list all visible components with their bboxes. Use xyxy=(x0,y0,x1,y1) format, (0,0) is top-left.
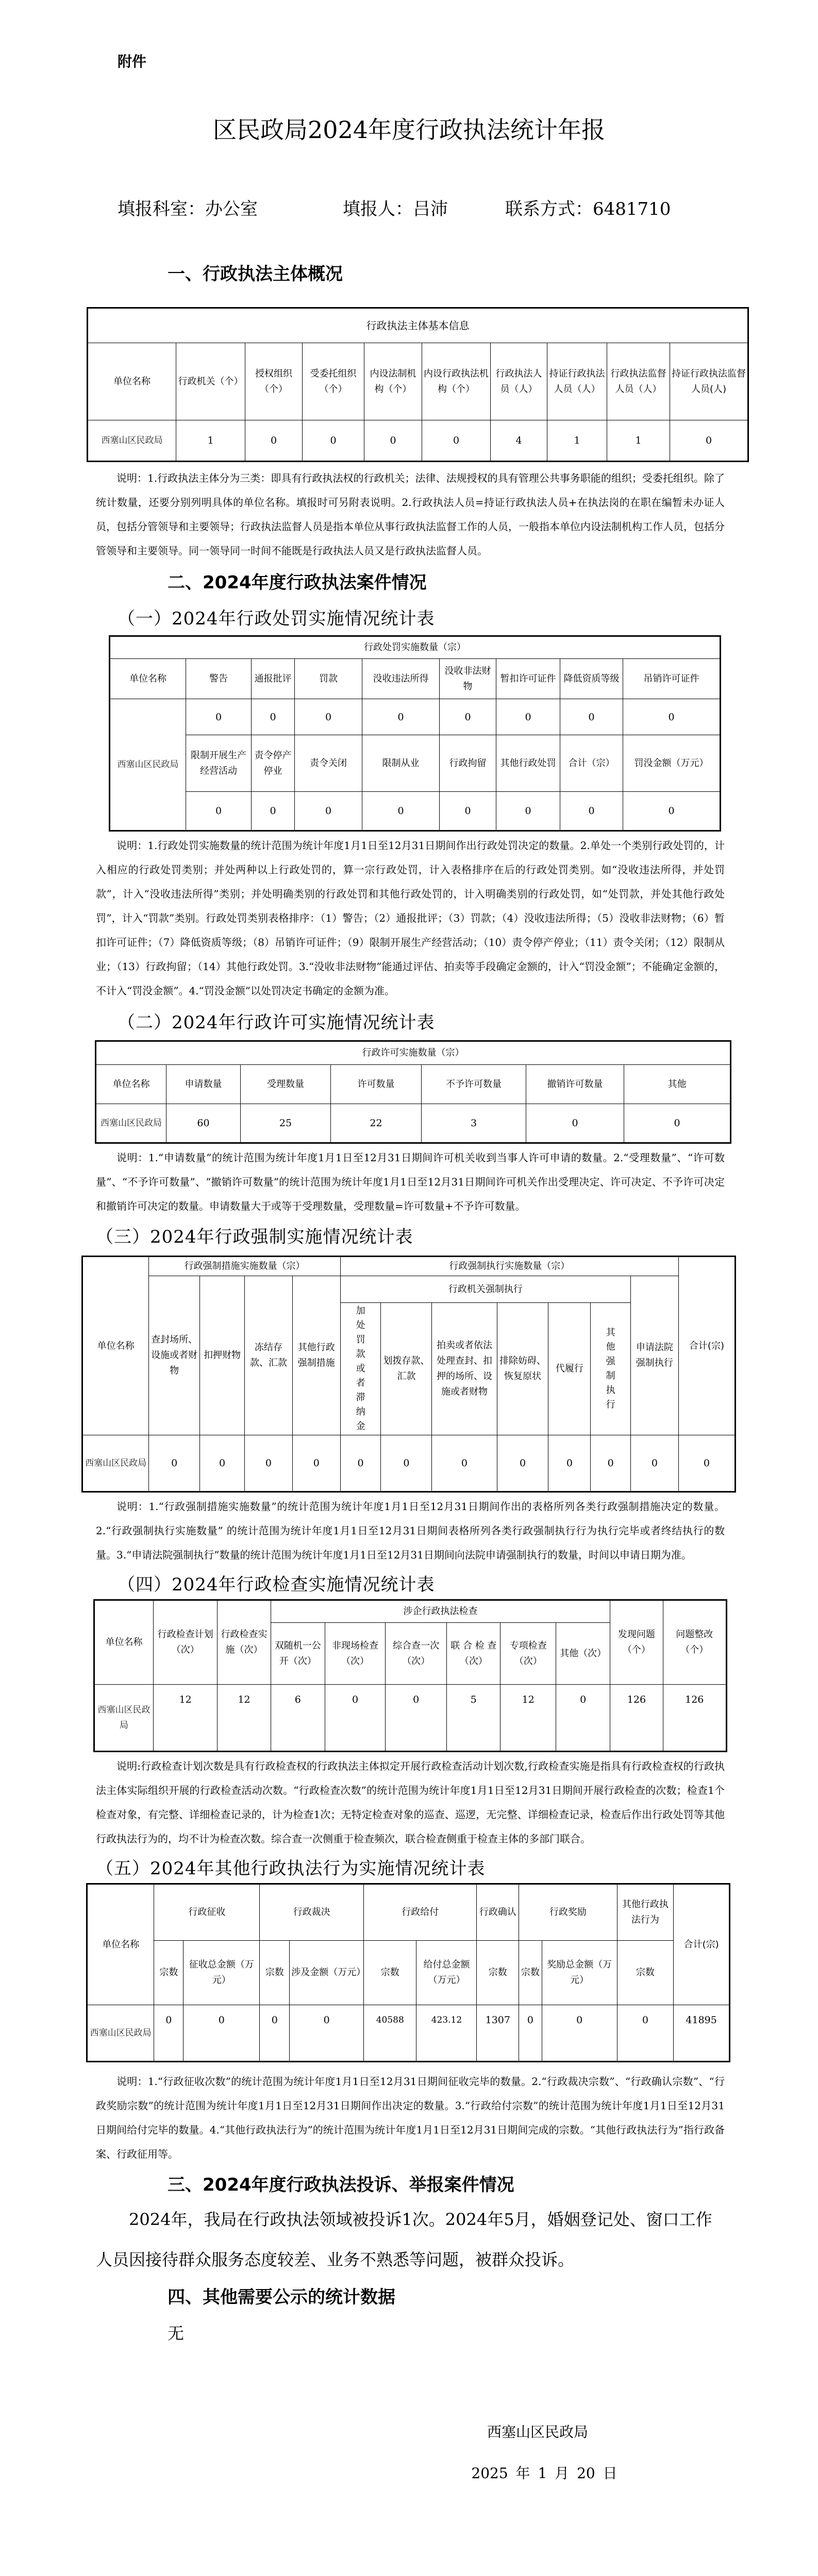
table-header-row xyxy=(110,659,721,699)
header-cell: 专项检查（次） xyxy=(500,1623,556,1685)
value-cell: 60 xyxy=(166,1104,241,1143)
header-cell: 合计（宗） xyxy=(560,735,623,792)
value-cell: 0 xyxy=(440,699,496,735)
unit-name-cell: 西塞山区民政局 xyxy=(87,2005,154,2062)
header-cell: 通报批评 xyxy=(252,659,295,699)
value-cell: 4 xyxy=(491,420,547,462)
header-cell: 非现场检查（次） xyxy=(325,1623,385,1685)
header-cell: 合计(宗) xyxy=(678,1257,735,1435)
page-title: 区民政局2024年度行政执法统计年报 xyxy=(212,116,606,144)
value-cell: 0 xyxy=(245,420,303,462)
sub-header: 宗数 xyxy=(519,1941,542,2005)
value-cell: 0 xyxy=(362,792,440,831)
table-row xyxy=(88,420,748,462)
value-cell: 0 xyxy=(154,2005,183,2062)
group-header: 行政奖励 xyxy=(519,1884,617,1941)
section3-body: 2024年，我局在行政执法领域被投诉1次。2024年5月，婚姻登记处、窗口工作人员因接待群众服务态度较差、业务不熟悉等问题，被群众投诉。 xyxy=(96,2210,712,2269)
header-cell: 综合查一次（次） xyxy=(386,1623,447,1685)
inspection-heading: （四）2024年行政检查实施情况统计表 xyxy=(118,1574,435,1595)
header-cell: 吊销许可证件 xyxy=(623,659,721,699)
value-cell: 0 xyxy=(386,1685,447,1752)
value-cell: 0 xyxy=(670,420,748,462)
license-note: 说明：1.“申请数量”的统计范围为统计年度1月1日至12月31日期间许可机关收到当事人许可申请的数量。2.“受理数量”、“许可数量”、“不予许可数量”、“撤销许可数量”的统计范围为统计年度1月1日至12月31日期间许可机关作出受理决定、许可决定、不予许可决定和撤销许可决定的数量。申请数量大于或等于受理数量，受理数量=许可数量+不予许可数量。 xyxy=(96,1151,725,1212)
header-cell: 行政拘留 xyxy=(440,735,496,792)
value-cell: 0 xyxy=(183,2005,260,2062)
group-header: 其他行政执法行为 xyxy=(617,1884,674,1941)
value-cell: 3 xyxy=(422,1104,526,1143)
group-header: 行政裁决 xyxy=(260,1884,364,1941)
section3-heading: 三、2024年度行政执法投诉、举报案件情况 xyxy=(168,2175,514,2195)
header-cell: 许可数量 xyxy=(331,1065,422,1104)
signature-org: 西塞山区民政局 xyxy=(487,2424,588,2441)
value-cell: 0 xyxy=(440,792,496,831)
value-cell: 40588 xyxy=(364,2005,416,2062)
value-cell: 0 xyxy=(496,792,560,831)
header-text: 加处罚款或者滞纳金 xyxy=(356,1306,365,1432)
sub-header: 宗数 xyxy=(154,1941,183,2005)
value-cell: 0 xyxy=(548,1435,591,1492)
table-row xyxy=(94,1685,727,1752)
value-cell: 0 xyxy=(678,1435,735,1492)
header-cell: 暂扣许可证件 xyxy=(496,659,560,699)
entity-info-table xyxy=(87,307,749,462)
coercion-table xyxy=(81,1256,736,1493)
section1-note: 说明：1.行政执法主体分为三类：即具有行政执法权的行政机关；法律、法规授权的具有管理公共事务职能的组织；受委托组织。除了统计数量，还要分别列明具体的单位名称。填报时可另附表说明。2.行政执法人员=持证行政执法人员+在执法岗的在职在编暂未办证人员，包括分管领导和主要领导；行政执法监督人员是指本单位从事行政执法监督工作的人员，一般指本单位内设法制机构工作人员，包括分管领导和主要领导。同一领导同一时间不能既是行政执法人员又是行政执法监督人员。 xyxy=(96,472,725,557)
value-cell: 0 xyxy=(252,792,295,831)
table-row xyxy=(96,1104,731,1143)
value-cell: 0 xyxy=(252,699,295,735)
header-cell: 行政执法人员（人） xyxy=(491,343,547,420)
value-cell: 0 xyxy=(149,1435,200,1492)
header-cell: 内设法制机构（个） xyxy=(364,343,422,420)
value-cell: 0 xyxy=(295,792,362,831)
section4-heading: 四、其他需要公示的统计数据 xyxy=(168,2287,395,2308)
department-label: 填报科室：办公室 xyxy=(118,199,258,219)
header-cell: 单位名称 xyxy=(88,343,176,420)
value-cell: 0 xyxy=(623,792,721,831)
value-cell: 0 xyxy=(617,2005,674,2062)
attachment-label: 附件 xyxy=(118,53,147,70)
header-cell: 内设行政执法机构（个） xyxy=(422,343,491,420)
enterprise-caption: 涉企行政执法检查 xyxy=(271,1600,610,1623)
value-cell: 0 xyxy=(432,1435,497,1492)
table-caption: 行政执法主体基本信息 xyxy=(88,308,748,343)
header-cell: 扣押财物 xyxy=(200,1276,245,1435)
header-cell xyxy=(340,1303,381,1435)
header-cell: 其他 xyxy=(624,1065,731,1104)
coercion-heading: （三）2024年行政强制实施情况统计表 xyxy=(96,1227,413,1247)
value-cell: 0 xyxy=(560,699,623,735)
value-cell: 126 xyxy=(610,1685,663,1752)
license-heading: （二）2024年行政许可实施情况统计表 xyxy=(118,1012,435,1033)
header-cell: 撤销许可数量 xyxy=(526,1065,624,1104)
header-cell: 不予许可数量 xyxy=(422,1065,526,1104)
value-cell: 0 xyxy=(623,699,721,735)
header-cell: 限制从业 xyxy=(362,735,440,792)
value-cell: 1 xyxy=(547,420,607,462)
unit-name-cell: 西塞山区民政局 xyxy=(96,1104,166,1143)
header-cell: 罚没金额（万元） xyxy=(623,735,721,792)
table-row xyxy=(110,699,721,735)
unit-name-cell: 西塞山区民政局 xyxy=(110,699,186,831)
header-cell: 其他行政处罚 xyxy=(496,735,560,792)
header-cell: 行政检查计划（次） xyxy=(153,1600,218,1685)
header-cell: 持证行政执法人员（人） xyxy=(547,343,607,420)
value-cell: 41895 xyxy=(674,2005,730,2062)
value-cell: 0 xyxy=(496,699,560,735)
table-caption: 行政许可实施数量（宗） xyxy=(96,1041,731,1065)
header-cell: 划拨存款、汇款 xyxy=(381,1303,432,1435)
header-cell: 受委托组织（个） xyxy=(303,343,364,420)
header-cell: 问题整改（个） xyxy=(663,1600,727,1685)
header-cell: 限制开展生产经营活动 xyxy=(186,735,252,792)
value-cell: 0 xyxy=(186,792,252,831)
table-header-row xyxy=(96,1065,731,1104)
header-cell: 警告 xyxy=(186,659,252,699)
header-cell: 行政执法监督人员（人） xyxy=(607,343,670,420)
value-cell: 0 xyxy=(362,699,440,735)
header-cell: 排除妨碍、恢复原状 xyxy=(497,1303,548,1435)
table-header-row xyxy=(88,343,748,420)
table-header-row xyxy=(110,735,721,792)
header-cell: 责令关闭 xyxy=(295,735,362,792)
value-cell: 0 xyxy=(292,1435,340,1492)
group-header: 行政确认 xyxy=(477,1884,519,1941)
header-cell: 发现问题（个） xyxy=(610,1600,663,1685)
value-cell: 0 xyxy=(560,792,623,831)
value-cell: 0 xyxy=(422,420,491,462)
value-cell: 25 xyxy=(241,1104,331,1143)
group-header: 行政给付 xyxy=(364,1884,477,1941)
reporter-label: 填报人：吕沛 xyxy=(343,199,448,219)
header-cell xyxy=(591,1303,631,1435)
sub-header: 宗数 xyxy=(477,1941,519,2005)
header-cell: 持证行政执法监督人员(人) xyxy=(670,343,748,420)
unit-name-cell: 西塞山区民政局 xyxy=(82,1435,149,1492)
sub-header: 宗数 xyxy=(617,1941,674,2005)
header-cell: 降低资质等级 xyxy=(560,659,623,699)
sub-header: 征收总金额（万元） xyxy=(183,1941,260,2005)
penalty-heading: （一）2024年行政处罚实施情况统计表 xyxy=(118,608,435,629)
table-row xyxy=(82,1435,736,1492)
agency-caption: 行政机关强制执行 xyxy=(340,1276,630,1303)
value-cell: 1 xyxy=(176,420,245,462)
header-cell: 双随机一公开（次） xyxy=(271,1623,325,1685)
value-cell: 12 xyxy=(218,1685,271,1752)
value-cell: 0 xyxy=(244,1435,292,1492)
header-cell: 联 合 检 查（次） xyxy=(447,1623,500,1685)
other-acts-note: 说明：1.“行政征收次数”的统计范围为统计年度1月1日至12月31日期间征收完毕的数量。2.“行政裁决宗数”、“行政确认宗数”、“行政奖励宗数”的统计范围为统计年度1月1日至12月31日期间作出决定的数量。3.“行政给付宗数”的统计范围为统计年度1月1日至12月31日期间给付完毕的数量。4.“其他行政执法行为”的统计范围为统计年度1月1日至12月31日期间完成的宗数。“其他行政执法行为”指行政备案、行政征用等。 xyxy=(96,2075,725,2160)
header-cell: 没收非法财物 xyxy=(440,659,496,699)
execution-caption: 行政强制执行实施数量（宗） xyxy=(340,1257,678,1276)
unit-name-cell: 西塞山区民政局 xyxy=(94,1685,154,1752)
header-cell: 授权组织（个） xyxy=(245,343,303,420)
sub-header: 涉及金额（万元） xyxy=(290,1941,364,2005)
penalty-note: 说明：1.行政处罚实施数量的统计范围为统计年度1月1日至12月31日期间作出行政处罚决定的数量。2.单处一个类别行政处罚的，计入相应的行政处罚类别；并处两种以上行政处罚的，算一宗行政处罚，计入表格排序在后的行政处罚类别。如“没收违法所得，并处罚款”，计入“没收违法所得”类别；并处明确类别的行政处罚和其他行政处罚的，计入明确类别的行政处罚，如“处罚款，并处其他行政处罚”，计入“罚款”类别。行政处罚类别表格排序：（1）警告；（2）通报批评；（3）罚款；（4）没收违法所得；（5）没收非法财物；（6）暂扣许可证件；（7）降低资质等级；（8）吊销许可证件；（9）限制开展生产经营活动；（10）责令停产停业；（11）责令关闭；（12）限制从业；（13）行政拘留；（14）其他行政处罚。3.“没收非法财物”能通过评估、拍卖等手段确定金额的，计入“罚没金额”；不能确定金额的，不计入“罚没金额”。4.“罚没金额”以处罚决定书确定的金额为准。 xyxy=(96,839,725,997)
value-cell: 0 xyxy=(624,1104,731,1143)
value-cell: 1 xyxy=(607,420,670,462)
header-cell: 单位名称 xyxy=(82,1257,149,1435)
report-meta xyxy=(118,197,725,222)
header-cell: 其他行政强制措施 xyxy=(292,1276,340,1435)
header-cell: 申请法院强制执行 xyxy=(630,1276,678,1435)
header-cell: 单位名称 xyxy=(96,1065,166,1104)
value-cell: 0 xyxy=(497,1435,548,1492)
value-cell: 126 xyxy=(663,1685,727,1752)
value-cell: 0 xyxy=(364,420,422,462)
unit-name-cell: 西塞山区民政局 xyxy=(88,420,176,462)
header-cell: 行政检查实施（次） xyxy=(218,1600,271,1685)
sub-header: 宗数 xyxy=(364,1941,416,2005)
header-text: 其他强制执行 xyxy=(606,1327,615,1410)
sub-header: 给付总金额（万元） xyxy=(416,1941,477,2005)
contact-label: 联系方式：6481710 xyxy=(505,199,671,219)
header-cell: 单位名称 xyxy=(94,1600,154,1685)
header-cell: 拍卖或者依法处理查封、扣押的场所、设施或者财物 xyxy=(432,1303,497,1435)
value-cell: 0 xyxy=(340,1435,381,1492)
value-cell: 0 xyxy=(591,1435,631,1492)
value-cell: 0 xyxy=(542,2005,617,2062)
value-cell: 0 xyxy=(200,1435,245,1492)
value-cell: 12 xyxy=(153,1685,218,1752)
signature-date: 2025 年 1 月 20 日 xyxy=(471,2465,617,2482)
value-cell: 0 xyxy=(325,1685,385,1752)
inspection-note: 说明:行政检查计划次数是具有行政检查权的行政执法主体拟定开展行政检查活动计划次数,行政检查实施是指具有行政检查权的行政执法主体实际组织开展的行政检查活动次数。“行政检查次数”的统计范围为统计年度1月1日至12月31日期间开展行政检查的次数；检查1个检查对象，有完整、详细检查记录的，计为检查1次；无特定检查对象的巡查、巡逻，无完整、详细检查记录，检查后作出行政处罚等其他行政执法行为的，均不计为检查次数。综合查一次侧重于检查频次，联合检查侧重于检查主体的多部门联合。 xyxy=(96,1760,725,1845)
sub-header: 奖励总金额（万元） xyxy=(542,1941,617,2005)
value-cell: 0 xyxy=(630,1435,678,1492)
value-cell: 0 xyxy=(295,699,362,735)
section1-heading: 一、行政执法主体概况 xyxy=(168,264,343,284)
inspection-table xyxy=(93,1599,727,1752)
header-cell: 没收违法所得 xyxy=(362,659,440,699)
header-cell: 合计(宗) xyxy=(674,1884,730,2005)
header-cell: 其他（次） xyxy=(556,1623,610,1685)
header-cell: 查封场所、设施或者财物 xyxy=(149,1276,200,1435)
table-row xyxy=(87,2005,730,2062)
value-cell: 6 xyxy=(271,1685,325,1752)
header-cell: 单位名称 xyxy=(110,659,186,699)
value-cell: 0 xyxy=(381,1435,432,1492)
value-cell: 5 xyxy=(447,1685,500,1752)
table-row xyxy=(110,792,721,831)
header-cell: 代履行 xyxy=(548,1303,591,1435)
header-cell: 受理数量 xyxy=(241,1065,331,1104)
sub-header: 宗数 xyxy=(260,1941,290,2005)
header-cell: 申请数量 xyxy=(166,1065,241,1104)
value-cell: 22 xyxy=(331,1104,422,1143)
value-cell: 1307 xyxy=(477,2005,519,2062)
measures-caption: 行政强制措施实施数量（宗） xyxy=(149,1257,340,1276)
header-cell: 责令停产停业 xyxy=(252,735,295,792)
header-cell: 罚款 xyxy=(295,659,362,699)
value-cell: 0 xyxy=(519,2005,542,2062)
value-cell: 0 xyxy=(186,699,252,735)
value-cell: 0 xyxy=(260,2005,290,2062)
value-cell: 423.12 xyxy=(416,2005,477,2062)
other-acts-table xyxy=(86,1883,730,2062)
header-cell: 冻结存款、汇款 xyxy=(244,1276,292,1435)
value-cell: 12 xyxy=(500,1685,556,1752)
group-header: 行政征收 xyxy=(154,1884,260,1941)
value-cell: 0 xyxy=(526,1104,624,1143)
license-table xyxy=(95,1040,731,1144)
penalty-table xyxy=(109,635,721,832)
section4-body: 无 xyxy=(168,2324,185,2343)
value-cell: 0 xyxy=(303,420,364,462)
header-cell: 单位名称 xyxy=(87,1884,154,2005)
coercion-note: 说明：1.“行政强制措施实施数量”的统计范围为统计年度1月1日至12月31日期间作出的表格所列各类行政强制措施决定的数量。2.“行政强制执行实施数量” 的统计范围为统计年度1月1日至12月31日期间表格所列各类行政强制执行行为执行完毕或者终结执行的数量。3.“申请法院强制执行”数量的统计范围为统计年度1月1日至12月31日期间向法院申请强制执行的数量，时间以申请日期为准。 xyxy=(96,1500,725,1561)
table-caption: 行政处罚实施数量（宗） xyxy=(110,636,721,659)
value-cell: 0 xyxy=(556,1685,610,1752)
other-heading: （五）2024年其他行政执法行为实施情况统计表 xyxy=(96,1858,486,1879)
value-cell: 0 xyxy=(290,2005,364,2062)
section2-heading: 二、2024年度行政执法案件情况 xyxy=(168,572,427,593)
header-cell: 行政机关（个） xyxy=(176,343,245,420)
